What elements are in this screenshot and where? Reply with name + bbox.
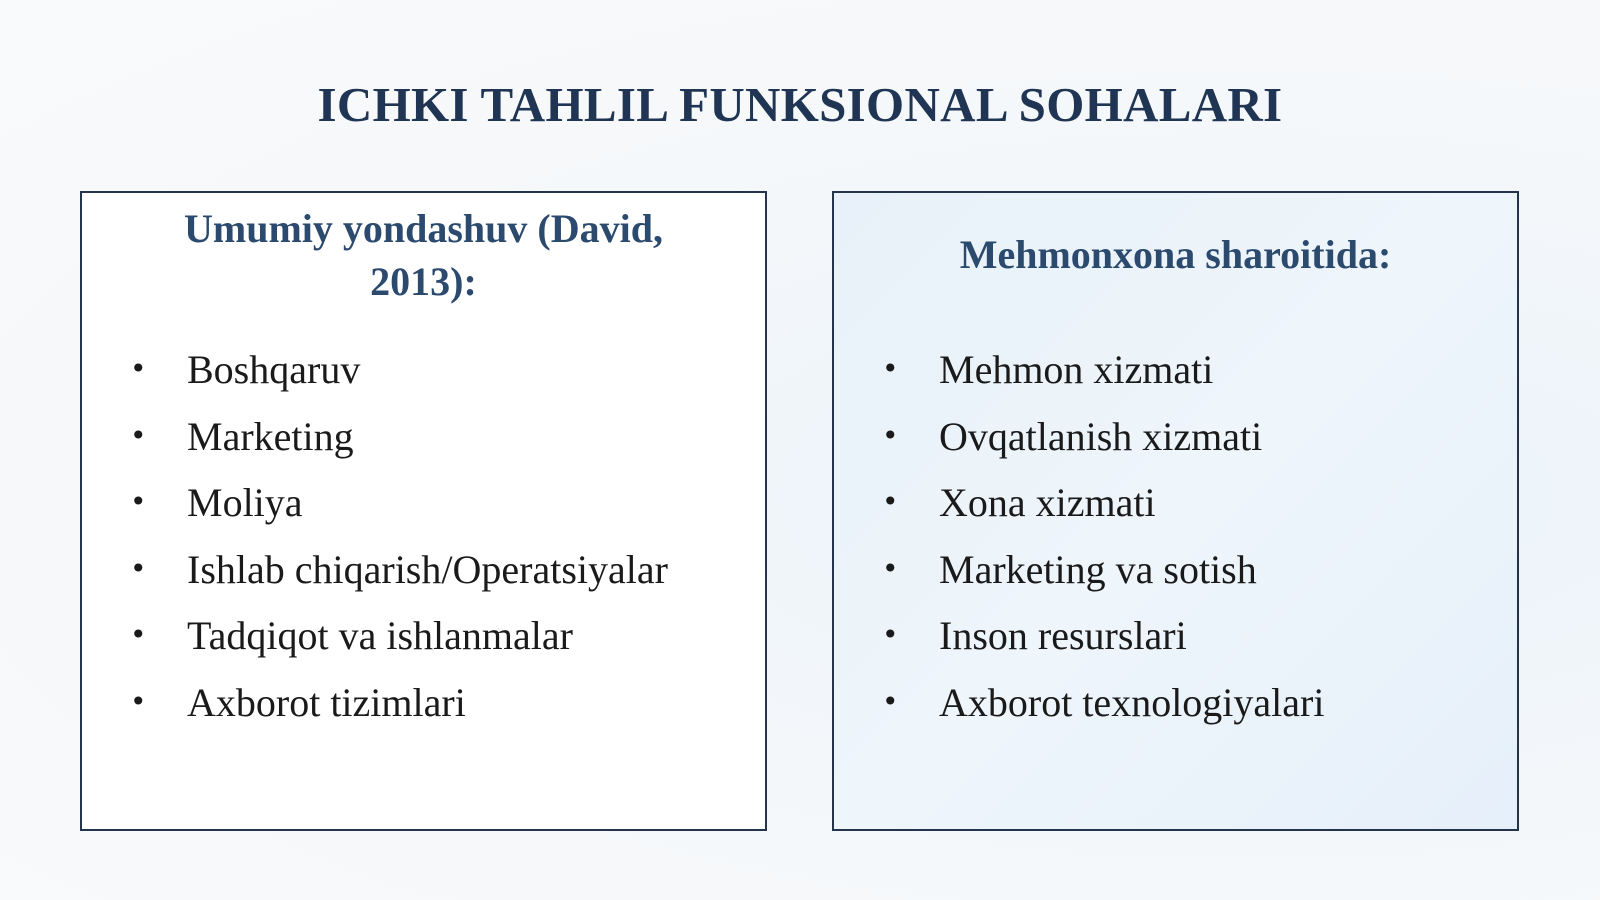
panel-heading: Umumiy yondashuv (David, 2013): xyxy=(183,206,663,304)
bullet-icon: • xyxy=(130,352,147,385)
bullet-icon: • xyxy=(130,684,147,718)
bullet-icon: • xyxy=(130,418,147,452)
bullet-icon: • xyxy=(882,418,899,452)
list-item xyxy=(82,345,765,412)
list-item-text: Axborot tizimlari xyxy=(187,679,466,725)
list-item xyxy=(834,478,1517,545)
list-item-text: Marketing va sotish xyxy=(939,546,1257,592)
list-item-text: Boshqaruv xyxy=(187,347,361,392)
list-item-text: Xona xizmati xyxy=(939,480,1156,526)
bullet-icon: • xyxy=(882,684,899,718)
bullet-icon: • xyxy=(130,485,147,519)
list-item-text: Marketing xyxy=(187,413,354,459)
list-item xyxy=(834,345,1517,412)
list-item xyxy=(82,611,765,678)
list-item xyxy=(834,678,1517,745)
hotel-context-panel xyxy=(832,191,1519,831)
bullet-icon: • xyxy=(130,551,147,585)
list-item xyxy=(82,545,765,612)
list-item xyxy=(834,545,1517,612)
bullet-icon: • xyxy=(882,352,899,385)
list-item-text: Axborot texnologiyalari xyxy=(939,679,1325,725)
list-item xyxy=(82,412,765,479)
list-item xyxy=(82,478,765,545)
general-approach-panel xyxy=(80,191,767,831)
bullet-list xyxy=(82,345,765,745)
list-item-text: Ovqatlanish xizmati xyxy=(939,413,1263,459)
bullet-icon: • xyxy=(882,551,899,585)
panel-heading: Mehmonxona sharoitida: xyxy=(959,232,1392,277)
list-item-text: Ishlab chiqarish/Operatsiyalar xyxy=(187,546,668,592)
slide-title: ICHKI TAHLIL FUNKSIONAL SOHALARI xyxy=(317,77,1283,132)
list-item-text: Mehmon xizmati xyxy=(939,347,1214,392)
list-item xyxy=(834,412,1517,479)
bullet-icon: • xyxy=(882,485,899,519)
list-item-text: Inson resurslari xyxy=(939,613,1187,659)
list-item xyxy=(834,611,1517,678)
list-item-text: Moliya xyxy=(187,480,303,526)
list-item-text: Tadqiqot va ishlanmalar xyxy=(187,613,573,659)
bullet-icon: • xyxy=(130,618,147,652)
bullet-list xyxy=(834,345,1517,745)
list-item xyxy=(82,678,765,745)
bullet-icon: • xyxy=(882,618,899,652)
